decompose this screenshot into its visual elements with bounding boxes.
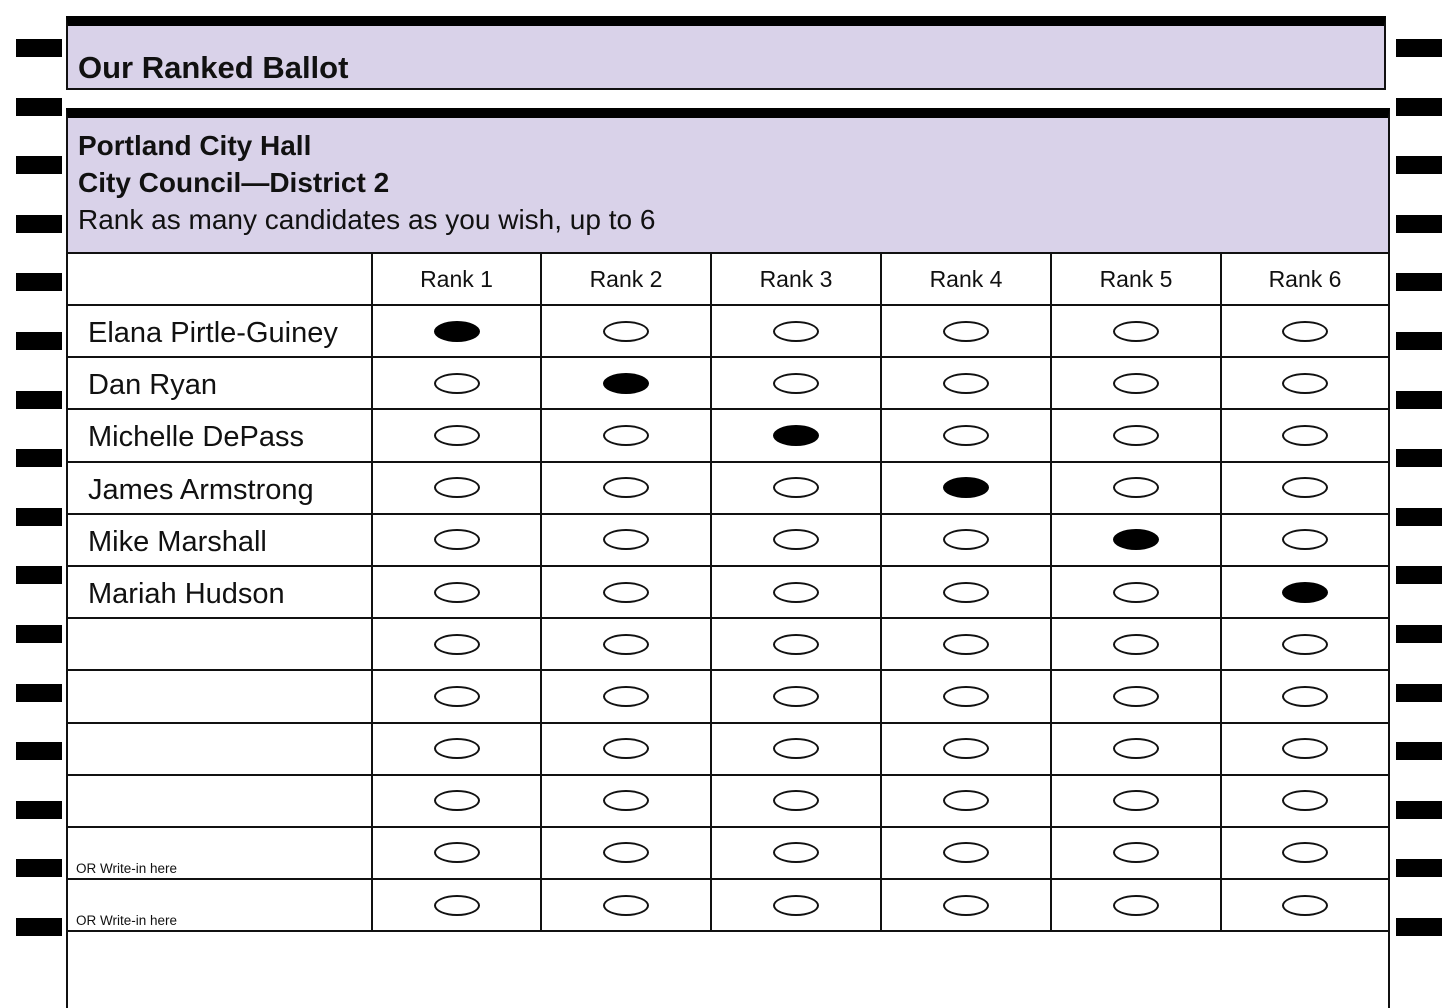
blank-row [68, 775, 1388, 827]
candidate-name-cell [68, 462, 372, 514]
rank-cell [1221, 670, 1388, 722]
write-in-row [68, 827, 1388, 879]
rank-cell [1051, 827, 1221, 879]
ballot-title: Our Ranked Ballot [78, 50, 349, 85]
rank-cell [1221, 514, 1388, 566]
empty-oval[interactable] [434, 582, 480, 603]
empty-oval[interactable] [603, 477, 649, 498]
rank-cell [1051, 879, 1221, 931]
timing-mark [16, 742, 62, 760]
filled-oval[interactable] [434, 321, 480, 342]
ranking-grid [68, 252, 1388, 932]
rank-cell [1051, 566, 1221, 618]
rank-cell [881, 670, 1051, 722]
rank-header: Rank 3 [711, 253, 881, 305]
rank-cell [1221, 305, 1388, 357]
rank-cell [1221, 566, 1388, 618]
empty-oval[interactable] [943, 895, 989, 916]
rank-header: Rank 4 [881, 253, 1051, 305]
candidate-row [68, 357, 1388, 409]
empty-oval[interactable] [1113, 582, 1159, 603]
empty-oval[interactable] [943, 373, 989, 394]
timing-mark [1396, 918, 1442, 936]
rank-cell [1051, 514, 1221, 566]
candidate-row [68, 514, 1388, 566]
empty-oval[interactable] [773, 321, 819, 342]
rank-cell [541, 357, 711, 409]
candidate-name-cell [68, 357, 372, 409]
empty-oval[interactable] [773, 477, 819, 498]
candidate-name-cell [68, 305, 372, 357]
candidate-name: Michelle DePass [88, 421, 304, 454]
empty-oval[interactable] [1282, 738, 1328, 759]
rank-cell [541, 775, 711, 827]
blank-row [68, 723, 1388, 775]
rank-cell [372, 879, 541, 931]
rank-cell [881, 723, 1051, 775]
empty-oval[interactable] [603, 529, 649, 550]
rank-cell [372, 409, 541, 461]
candidate-name: Mike Marshall [88, 525, 267, 558]
candidate-row [68, 566, 1388, 618]
empty-oval[interactable] [1282, 425, 1328, 446]
filled-oval[interactable] [773, 425, 819, 446]
timing-mark [1396, 508, 1442, 526]
empty-oval[interactable] [434, 634, 480, 655]
rank-cell [711, 462, 881, 514]
empty-oval[interactable] [603, 895, 649, 916]
empty-oval[interactable] [603, 738, 649, 759]
empty-oval[interactable] [1113, 425, 1159, 446]
timing-mark [1396, 98, 1442, 116]
candidate-name-cell [68, 514, 372, 566]
timing-mark [1396, 566, 1442, 584]
timing-mark [16, 859, 62, 877]
rank-cell [372, 827, 541, 879]
empty-oval[interactable] [943, 634, 989, 655]
timing-mark [1396, 684, 1442, 702]
timing-mark [16, 39, 62, 57]
rank-cell [1221, 723, 1388, 775]
rank-cell [711, 357, 881, 409]
timing-mark [1396, 449, 1442, 467]
candidate-name-cell [68, 670, 372, 722]
rank-cell [1051, 618, 1221, 670]
empty-oval[interactable] [603, 686, 649, 707]
empty-oval[interactable] [1282, 529, 1328, 550]
timing-mark [16, 918, 62, 936]
rank-cell [711, 305, 881, 357]
timing-mark [1396, 742, 1442, 760]
rank-cell [881, 879, 1051, 931]
timing-mark [1396, 39, 1442, 57]
empty-oval[interactable] [943, 582, 989, 603]
empty-oval[interactable] [1113, 895, 1159, 916]
empty-oval[interactable] [1282, 895, 1328, 916]
empty-oval[interactable] [1282, 790, 1328, 811]
timing-mark [16, 273, 62, 291]
rank-cell [541, 670, 711, 722]
empty-oval[interactable] [603, 842, 649, 863]
rank-cell [1221, 827, 1388, 879]
rank-cell [1221, 618, 1388, 670]
write-in-label: OR Write-in here [76, 913, 178, 929]
rank-cell [372, 775, 541, 827]
candidate-row [68, 305, 1388, 357]
timing-mark [1396, 625, 1442, 643]
rank-cell [541, 827, 711, 879]
empty-oval[interactable] [434, 842, 480, 863]
rank-cell [1051, 409, 1221, 461]
rank-cell [881, 305, 1051, 357]
rank-cell [541, 566, 711, 618]
rank-cell [541, 723, 711, 775]
empty-oval[interactable] [1282, 842, 1328, 863]
timing-mark [16, 566, 62, 584]
rank-cell [711, 879, 881, 931]
empty-oval[interactable] [434, 895, 480, 916]
rank-cell [1051, 670, 1221, 722]
empty-oval[interactable] [773, 895, 819, 916]
empty-oval[interactable] [773, 529, 819, 550]
timing-mark [16, 98, 62, 116]
timing-mark [16, 449, 62, 467]
empty-oval[interactable] [1113, 790, 1159, 811]
rank-cell [881, 462, 1051, 514]
timing-mark [16, 215, 62, 233]
empty-oval[interactable] [943, 790, 989, 811]
candidate-name: Mariah Hudson [88, 577, 285, 610]
empty-oval[interactable] [603, 582, 649, 603]
empty-oval[interactable] [1113, 477, 1159, 498]
candidate-name: James Armstrong [88, 473, 314, 506]
candidate-row [68, 462, 1388, 514]
empty-oval[interactable] [1113, 634, 1159, 655]
rank-cell [541, 514, 711, 566]
empty-oval[interactable] [943, 842, 989, 863]
rank-cell [372, 514, 541, 566]
empty-oval[interactable] [773, 738, 819, 759]
timing-marks-right [1396, 0, 1442, 990]
empty-oval[interactable] [1282, 477, 1328, 498]
filled-oval[interactable] [1113, 529, 1159, 550]
rank-cell [372, 305, 541, 357]
candidate-name-cell [68, 723, 372, 775]
timing-mark [1396, 801, 1442, 819]
contest-office: City Council—District 2 [78, 167, 390, 198]
rank-cell [711, 514, 881, 566]
empty-oval[interactable] [434, 425, 480, 446]
rank-cell [711, 775, 881, 827]
empty-oval[interactable] [1113, 321, 1159, 342]
rank-cell [1221, 462, 1388, 514]
rank-cell [711, 566, 881, 618]
empty-oval[interactable] [434, 477, 480, 498]
rank-header-row [68, 253, 1388, 305]
timing-mark [16, 801, 62, 819]
rank-cell [881, 514, 1051, 566]
timing-marks-left [16, 0, 62, 990]
empty-oval[interactable] [773, 634, 819, 655]
write-in-row [68, 879, 1388, 931]
empty-oval[interactable] [1282, 321, 1328, 342]
write-in-field[interactable] [68, 879, 372, 931]
empty-oval[interactable] [773, 582, 819, 603]
timing-mark [1396, 332, 1442, 350]
empty-oval[interactable] [1113, 738, 1159, 759]
empty-oval[interactable] [943, 738, 989, 759]
rank-cell [1221, 879, 1388, 931]
empty-oval[interactable] [773, 373, 819, 394]
empty-oval[interactable] [434, 738, 480, 759]
candidate-name-cell [68, 618, 372, 670]
timing-mark [1396, 859, 1442, 877]
empty-oval[interactable] [773, 686, 819, 707]
empty-oval[interactable] [943, 425, 989, 446]
timing-mark [1396, 391, 1442, 409]
empty-oval[interactable] [434, 529, 480, 550]
contest-venue: Portland City Hall [78, 130, 312, 161]
candidate-name-cell [68, 775, 372, 827]
filled-oval[interactable] [943, 477, 989, 498]
rank-cell [711, 409, 881, 461]
rank-cell [1221, 775, 1388, 827]
blank-row [68, 618, 1388, 670]
timing-mark [16, 156, 62, 174]
rank-cell [372, 357, 541, 409]
empty-oval[interactable] [943, 321, 989, 342]
candidate-name: Elana Pirtle-Guiney [88, 317, 338, 349]
rank-cell [1051, 357, 1221, 409]
rank-cell [372, 462, 541, 514]
rank-cell [711, 827, 881, 879]
contest-instructions: Rank as many candidates as you wish, up to 6 [78, 204, 656, 235]
write-in-field[interactable] [68, 827, 372, 879]
empty-oval[interactable] [1282, 373, 1328, 394]
timing-mark [16, 625, 62, 643]
rank-cell [711, 618, 881, 670]
rank-cell [881, 827, 1051, 879]
candidate-name: Dan Ryan [88, 369, 217, 402]
candidate-row [68, 409, 1388, 461]
empty-oval[interactable] [773, 842, 819, 863]
rank-cell [881, 775, 1051, 827]
empty-oval[interactable] [603, 321, 649, 342]
empty-oval[interactable] [943, 686, 989, 707]
rank-cell [1221, 357, 1388, 409]
rank-cell [881, 409, 1051, 461]
contest-section [66, 108, 1390, 1008]
empty-oval[interactable] [1113, 842, 1159, 863]
filled-oval[interactable] [1282, 582, 1328, 603]
rank-header: Rank 5 [1051, 253, 1221, 305]
rank-cell [1051, 723, 1221, 775]
write-in-label: OR Write-in here [76, 861, 178, 877]
rank-cell [541, 618, 711, 670]
rank-cell [881, 357, 1051, 409]
timing-mark [1396, 156, 1442, 174]
rank-cell [372, 723, 541, 775]
timing-mark [16, 684, 62, 702]
rank-header: Rank 6 [1221, 253, 1388, 305]
empty-oval[interactable] [1113, 686, 1159, 707]
timing-mark [16, 391, 62, 409]
rank-cell [541, 879, 711, 931]
empty-oval[interactable] [434, 686, 480, 707]
empty-oval[interactable] [603, 634, 649, 655]
timing-mark [1396, 215, 1442, 233]
candidate-column-header [68, 253, 372, 305]
timing-mark [16, 508, 62, 526]
empty-oval[interactable] [773, 790, 819, 811]
timing-mark [16, 332, 62, 350]
ballot-header [66, 16, 1386, 90]
rank-cell [372, 670, 541, 722]
empty-oval[interactable] [603, 790, 649, 811]
rank-cell [541, 409, 711, 461]
rank-cell [711, 670, 881, 722]
rank-cell [1051, 462, 1221, 514]
rank-header: Rank 2 [541, 253, 711, 305]
rank-cell [541, 305, 711, 357]
empty-oval[interactable] [943, 529, 989, 550]
rank-cell [711, 723, 881, 775]
empty-oval[interactable] [1282, 686, 1328, 707]
rank-cell [881, 566, 1051, 618]
empty-oval[interactable] [1113, 373, 1159, 394]
candidate-name-cell [68, 566, 372, 618]
empty-oval[interactable] [603, 425, 649, 446]
rank-cell [541, 462, 711, 514]
rank-cell [372, 566, 541, 618]
rank-cell [1051, 305, 1221, 357]
candidate-name-cell [68, 409, 372, 461]
empty-oval[interactable] [434, 373, 480, 394]
rank-header: Rank 1 [372, 253, 541, 305]
contest-header [68, 118, 1388, 252]
empty-oval[interactable] [434, 790, 480, 811]
rank-cell [1051, 775, 1221, 827]
filled-oval[interactable] [603, 373, 649, 394]
rank-cell [881, 618, 1051, 670]
empty-oval[interactable] [1282, 634, 1328, 655]
candidate-rows [68, 305, 1388, 931]
rank-cell [372, 618, 541, 670]
timing-mark [1396, 273, 1442, 291]
blank-row [68, 670, 1388, 722]
rank-cell [1221, 409, 1388, 461]
